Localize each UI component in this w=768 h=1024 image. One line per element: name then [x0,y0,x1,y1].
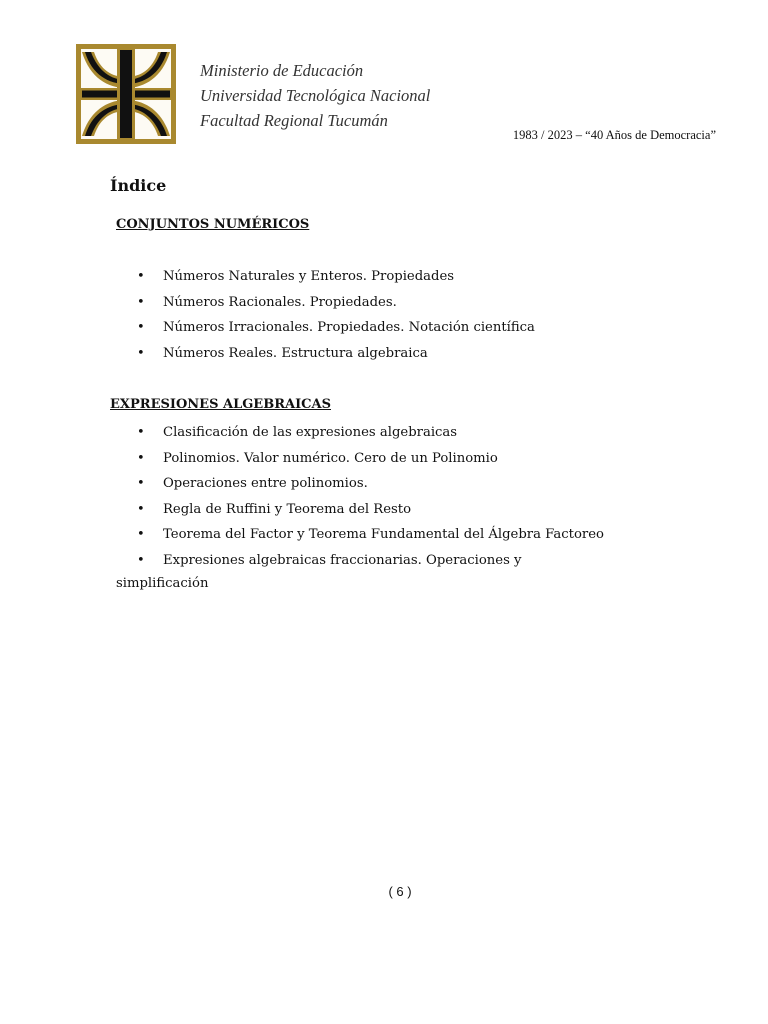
bullet-icon: • [137,476,145,492]
conjuntos-list [137,264,535,366]
list-item: • Números Reales. Estructura algebraica [137,341,535,367]
page-title: Índice [110,176,167,195]
list-item: • Clasificación de las expresiones algebraicas [137,420,604,446]
bullet-icon: • [137,269,145,284]
university-line: Universidad Tecnológica Nacional [200,86,431,105]
bullet-icon: • [137,552,145,568]
list-item: • Números Naturales y Enteros. Propiedades [137,264,535,290]
bullet-icon: • [137,527,145,543]
bullet-icon: • [137,450,145,466]
democracy-motto: 1983 / 2023 – “40 Años de Democracia” [512,128,716,142]
bullet-icon: • [137,345,145,361]
page-number: ( 6 ) [388,884,412,899]
ministry-line: Ministerio de Educación [200,61,364,80]
bullet-icon: • [137,425,145,440]
utn-logo-icon [76,44,176,144]
list-item: • Operaciones entre polinomios. [137,471,604,497]
list-item: • Números Racionales. Propiedades. [137,290,535,316]
bullet-icon: • [137,501,145,517]
list-item: • Teorema del Factor y Teorema Fundamental del Álgebra Factoreo [137,522,604,548]
section-heading-expresiones: EXPRESIONES ALGEBRAICAS [110,397,331,412]
section-heading-conjuntos: CONJUNTOS NUMÉRICOS [116,217,310,232]
bullet-icon: • [137,294,145,310]
list-item: • Regla de Ruffini y Teorema del Resto [137,497,604,523]
list-item: • Polinomios. Valor numérico. Cero de un Polinomio [137,446,604,472]
list-item-continuation: simplificación [116,576,209,591]
expresiones-list [137,420,604,574]
list-item: • Expresiones algebraicas fraccionarias. Operaciones y [137,548,604,574]
faculty-line: Facultad Regional Tucumán [200,111,388,130]
institution-header [200,58,430,133]
list-item: • Números Irracionales. Propiedades. Notación científica [137,315,535,341]
bullet-icon: • [137,320,145,336]
